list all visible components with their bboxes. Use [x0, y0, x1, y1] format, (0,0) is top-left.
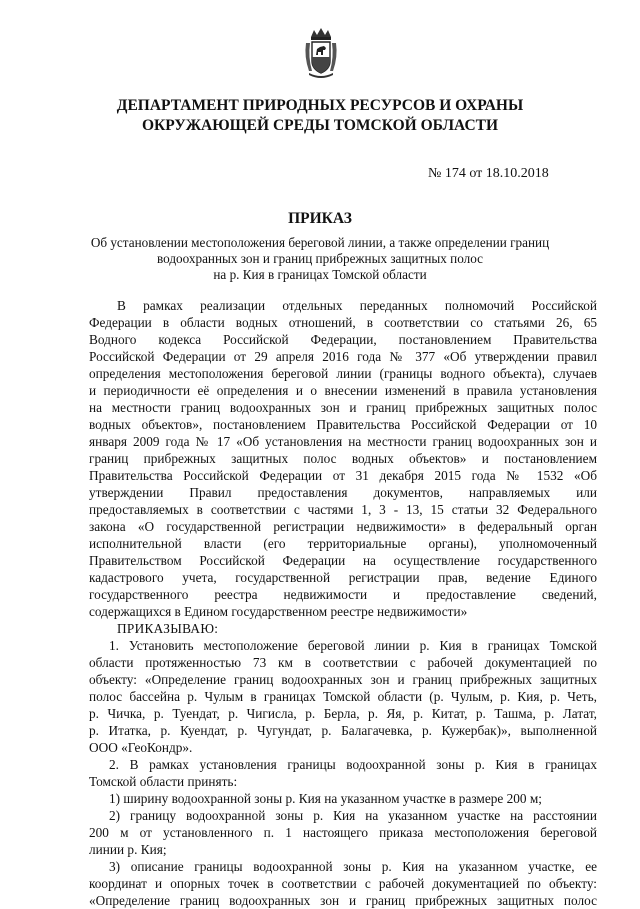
- text-line: «Определение границ водоохранных зон и границ прибрежных защитных полос: [89, 893, 597, 908]
- text-line: линии р. Кия;: [89, 842, 167, 857]
- department-name: [60, 96, 580, 136]
- text-line: исполнительной власти (его территориальные органы), уполномоченный: [89, 536, 597, 551]
- item-2-3-paragraph: [89, 858, 597, 909]
- department-line-2: ОКРУЖАЮЩЕЙ СРЕДЫ ТОМСКОЙ ОБЛАСТИ: [141, 117, 499, 134]
- text-line: 2) границу водоохранной зоны р. Кия на указанном участке на расстоянии: [109, 808, 597, 823]
- document-subject: [60, 235, 580, 283]
- item-2-2-paragraph: [89, 807, 597, 858]
- text-line: ООО «ГеоКондр».: [89, 740, 193, 755]
- text-line: и периодичности её определения и о внесении изменений в правила установления: [89, 383, 597, 398]
- preamble-paragraph: [89, 297, 597, 620]
- text-line: области протяженностью 73 км в соответствии с рабочей документацией по: [89, 655, 597, 670]
- text-line: координат и опорных точек в соответствии с рабочей документацией по объекту:: [89, 876, 597, 891]
- subject-line-1: Об установлении местоположения береговой линии, а также определении границ: [90, 235, 550, 250]
- text-line: р. Итатка, р. Куендат, р. Чугундат, р. Балагачевка, р. Кужербак)», выполненной: [89, 723, 597, 738]
- text-line: р. Чичка, р. Туендат, р. Чигисла, р. Берла, р. Яя, р. Китат, р. Ташма, р. Латат,: [89, 706, 597, 721]
- text-line: объекту: «Определение границ водоохранных зон и границ прибрежных защитных: [89, 672, 597, 687]
- text-line: Российской Федерации от 29 апреля 2016 года № 377 «Об утверждении правил: [89, 349, 597, 364]
- text-line: на местности границ водоохранных зон и границ прибрежных защитных полос: [89, 400, 597, 415]
- text-line: 200 м от установленного п. 1 настоящего приказа местоположения береговой: [89, 825, 597, 840]
- tomsk-coat-of-arms-icon: [303, 27, 339, 79]
- text-line: предоставляемых в соответствии с частями 1, 3 - 13, 15 статьи 32 Федерального: [89, 502, 597, 517]
- item-1-paragraph: [89, 637, 597, 756]
- department-line-1: ДЕПАРТАМЕНТ ПРИРОДНЫХ РЕСУРСОВ И ОХРАНЫ: [116, 97, 524, 114]
- text-line: 1) ширину водоохранной зоны р. Кия на указанном участке в размере 200 м;: [109, 791, 542, 806]
- text-line: содержащихся в Едином государственном реестре недвижимости»: [89, 604, 468, 619]
- text-line: закона «О государственной регистрации недвижимости» в федеральный орган: [89, 519, 597, 534]
- text-line: 2. В рамках установления границы водоохранной зоны р. Кия в границах: [109, 757, 597, 772]
- order-number-date: № 174 от 18.10.2018: [428, 166, 549, 181]
- text-line: утверждении Правил предоставления документов, направляемых или: [89, 485, 597, 500]
- document-body: [89, 297, 597, 909]
- text-line: водных объектов», постановлением Правительства Российской Федерации от 10: [89, 417, 597, 432]
- text-line: Правительства Российской Федерации от 31 декабря 2015 года № 1532 «Об: [89, 468, 597, 483]
- text-line: 3) описание границы водоохранной зоны р. Кия на указанном участке, ее: [109, 859, 597, 874]
- text-line: Томской области принять:: [89, 774, 238, 789]
- text-line: границ прибрежных защитных полос водных объектов» и постановлением: [89, 451, 597, 466]
- item-2-paragraph: [89, 756, 597, 790]
- text-line: января 2009 года № 17 «Об установления на местности границ водоохранных зон и: [89, 434, 597, 449]
- text-line: 1. Установить местоположение береговой линии р. Кия в границах Томской: [109, 638, 597, 653]
- text-line: государственного реестра недвижимости и предоставление сведений,: [89, 587, 597, 602]
- subject-line-3: на р. Кия в границах Томской области: [213, 267, 427, 282]
- text-line: В рамках реализации отдельных переданных полномочий Российской: [117, 298, 597, 313]
- text-line: Федерации в области водных отношений, в соответствии со статьями 26, 65: [89, 315, 597, 330]
- text-line: Правительством Российской Федерации на осуществление государственного: [89, 553, 597, 568]
- text-line: определения местоположения береговой линии (границы водного объекта), случаев: [89, 366, 597, 381]
- text-line: полос бассейна р. Чулым в границах Томской области (р. Чулым, р. Кия, р. Четь,: [89, 689, 597, 704]
- text-line: Водного кодекса Российской Федерации, постановлением Правительства: [89, 332, 597, 347]
- subject-line-2: водоохранных зон и границ прибрежных защитных полос: [156, 251, 484, 266]
- order-verb: ПРИКАЗЫВАЮ:: [117, 621, 219, 636]
- item-2-1-paragraph: [89, 790, 597, 807]
- text-line: кадастрового учета, государственной регистрации прав, ведение Единого: [89, 570, 597, 585]
- document-title: ПРИКАЗ: [288, 210, 352, 227]
